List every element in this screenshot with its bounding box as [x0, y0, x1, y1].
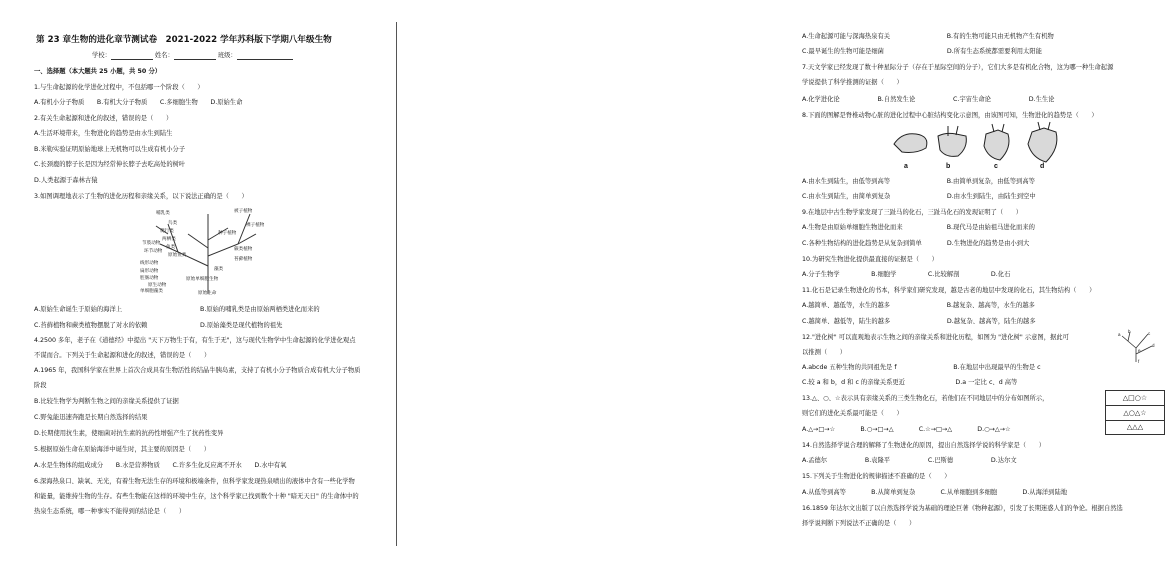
- question-line: 4.2500 多年，老子在《道德经》中提出 "天下万物生于有，有生于无"，这与现代生物学中生命起源的化学进化观点: [34, 337, 356, 344]
- tree-node-label: a: [1118, 332, 1121, 337]
- section-heading: 一、选择题（本大题共 25 小题，共 50 分）: [34, 68, 162, 75]
- heart-c: [984, 130, 1009, 160]
- tree-label: 爬行类: [160, 228, 174, 233]
- question-line: 2.有关生命起源和进化的叙述，错误的是（ ）: [34, 115, 173, 122]
- question-line: 5.根据原始生命在原始海洋中诞生时，其主要的原因是（ ）: [34, 446, 211, 453]
- heart-label: c: [994, 163, 998, 170]
- option-line: A.△→□→☆ B.○→□→△ C.☆→□→△ D.○→△→☆: [802, 426, 1011, 433]
- option-line: C.最早诞生的生物可能是细菌 D.所有生态系统都需要利用太阳能: [802, 48, 1042, 55]
- tree-label: 藻类: [214, 266, 224, 271]
- question-line: 择学说判断下列说法不正确的是（ ）: [802, 520, 916, 527]
- question-line: 11.化石是记录生物进化的书本，科学家们研究发现，越是古老的地层中发现的化石，其生物结构（ ）: [802, 287, 1096, 294]
- page-title: 第 23 章生物的进化章节测试卷 2021-2022 学年苏科版下学期八年级生物: [36, 35, 332, 45]
- option-line: B.比较生物学为判断生物之间的亲缘关系提供了证据: [34, 398, 179, 405]
- small-evolution-tree-figure: [1114, 330, 1158, 364]
- option-line: C.苔藓植物和蕨类植物摆脱了对水的依赖: [34, 322, 148, 329]
- tree-label: 哺乳类: [156, 210, 170, 215]
- tree-node-label: e: [1138, 348, 1141, 353]
- tree-label: 线形动物: [140, 260, 159, 265]
- tree-node-label: c: [1148, 331, 1151, 336]
- question-line: 12."进化树" 可以直观地表示生物之间的亲缘关系和进化历程，如图为 "进化树" 示意图，据此可: [802, 334, 1069, 341]
- question-line: 14.自然选择学说合理的解释了生物进化的原因，提出自然选择学说的科学家是（ ）: [802, 442, 1045, 449]
- question-line: B.米勒实验证明原始地球上无机物可以生成有机小分子: [34, 146, 186, 153]
- question-line: 10.为研究生物进化提供最直接的证据是（ ）: [802, 256, 938, 263]
- question-line: 8.下面的图解是脊椎动物心脏的进化过程中心脏结构变化示意图，由该图可知，生物进化的趋势是（ ）: [802, 112, 1098, 119]
- option-line: C.由水生到陆生，由简单到复杂 D.由水生到陆生，由陆生到空中: [802, 193, 1036, 200]
- tree-label: 原始单细胞生物: [186, 276, 219, 281]
- option-line: A.化学进化论 B.自然发生论 C.宇宙生命论 D.生生论: [802, 96, 1055, 103]
- left-column: [0, 0, 396, 562]
- option-line: C.越简单、越低等，陆生的越多 D.越复杂、越高等，陆生的越多: [802, 318, 1036, 325]
- option-line: 阶段: [34, 382, 47, 389]
- tree-label: 裸子植物: [246, 222, 265, 227]
- tree-label: 蕨类植物: [234, 246, 253, 251]
- tree-label: 腔肠动物: [140, 275, 159, 280]
- tree-node-label: d: [1152, 343, 1155, 348]
- question-line: 和能量，能维持生物的生存。有些生物能在这样的环境中生存，这个科学家已找到数个十种 "暗无天日" 的生命体中的: [34, 493, 359, 500]
- tree-label: 两栖类: [162, 236, 176, 241]
- option-line: A.孟德尔 B.袁隆平 C.巴斯德 D.达尔文: [802, 457, 1017, 464]
- stratum-row: △○△☆: [1106, 406, 1164, 421]
- tree-label: 原始鱼类: [168, 252, 187, 257]
- option-line: A.1965 年，我国科学家在世界上首次合成具有生物活性的结晶牛胰岛素，支持了有机小分子物质合成有机大分子物质: [34, 367, 361, 374]
- question-line: 3.如图调理地表示了生物的进化历程和亲缘关系，以下说法正确的是（ ）: [34, 193, 248, 200]
- question-line: 6.深海热泉口、缺氧、无光，有着生物无法生存的环境和极端条件，但科学家发现热泉喷出的液体中含有一些化学物: [34, 478, 355, 485]
- tree-node-label: f: [1138, 359, 1140, 364]
- option-line: A.abcde 五种生物的共同祖先是 f B.在地层中出现最早的生物是 c: [802, 364, 1041, 371]
- question-line: 学说提供了科学推测的证据（ ）: [802, 79, 903, 86]
- question-line: A.有机小分子物质 B.有机大分子物质 C.多细胞生物 D.原始生命: [34, 99, 243, 106]
- tree-label: 单细胞藻类: [140, 288, 163, 293]
- tree-label: 节肢动物: [142, 240, 161, 245]
- option-line: D.原始藻类是现代植物的祖先: [200, 322, 283, 329]
- option-line: A.水是生物体的组成成分 B.水是营养物质 C.许多生化反应离不开水 D.水中有氧: [34, 462, 287, 469]
- question-line: 15.下列关于生物进化的规律描述不准确的是（ ）: [802, 473, 951, 480]
- class-label: 班级：: [217, 52, 237, 59]
- tree-node-label: b: [1128, 329, 1131, 334]
- fossil-strata-figure: [1105, 390, 1165, 435]
- question-line: 热泉生态系统，哪一种事实不能得到的结论是（ ）: [34, 508, 186, 515]
- heart-label: d: [1040, 163, 1045, 170]
- option-line: A.原始生命诞生于原始的海洋上: [34, 306, 123, 313]
- tree-label: 原生动物: [148, 282, 167, 287]
- stratum-row: △□○☆: [1106, 391, 1164, 406]
- option-line: A.生物是由原始单细胞生物进化而来 B.现代马是由始祖马进化而来的: [802, 224, 1035, 231]
- question-line: 则它们的进化关系最可能是（ ）: [802, 410, 903, 417]
- heart-evolution-figure: [886, 122, 1066, 170]
- option-line: C.各种生物结构的进化趋势是从复杂到简单 D.生物进化的趋势是由小到大: [802, 240, 1030, 247]
- option-line: B.原始的哺乳类是由原始两栖类进化而来的: [200, 306, 320, 313]
- tree-label: 鱼类: [166, 244, 176, 249]
- question-line: 1.与生命起源的化学进化过程中，不包括哪一个阶段（ ）: [34, 84, 204, 91]
- tree-label: 原始生命: [198, 290, 217, 295]
- question-line: 不谋而合。下列关于生命起源和进化的叙述，错误的是（ ）: [34, 352, 211, 359]
- heart-label: a: [904, 163, 908, 170]
- tree-label: 鸟类: [168, 220, 178, 225]
- question-line: 7.天文学家已经发现了数十种星际分子（存在于星际空间的分子），它们大多是有机化合物，这为哪一种生命起源: [802, 64, 1114, 71]
- tree-label: 苔藓植物: [234, 256, 253, 261]
- heart-d: [1028, 128, 1057, 162]
- column-divider: [396, 22, 397, 546]
- question-line: A.生活环境带来，生物进化的趋势是由水生到陆生: [34, 130, 173, 137]
- option-line: C.野兔能迅速奔跑是长期自然选择的结果: [34, 414, 148, 421]
- question-line: C.长颈鹿的脖子长是因为经常伸长脖子去吃高处的树叶: [34, 161, 186, 168]
- name-label: 姓名：: [154, 52, 174, 59]
- option-line: A.越简单、越低等，水生的越多 B.越复杂、越高等，水生的越多: [802, 302, 1035, 309]
- tree-label: 环节动物: [144, 248, 163, 253]
- question-line: 13.△、○、☆表示具有亲缘关系的三类生物化石，若他们在不同地层中的分布如图所示，: [802, 395, 1049, 402]
- question-line: 9.在地层中古生物学家发现了三趾马的化石，三趾马化石的发现证明了（ ）: [802, 209, 1023, 216]
- tree-label: 种子植物: [218, 230, 237, 235]
- stratum-row: △△△: [1126, 423, 1144, 431]
- right-column: [398, 0, 1155, 562]
- tree-label: 扁形动物: [140, 268, 159, 273]
- option-line: A.从低等到高等 B.从简单到复杂 C.从单细胞到多细胞 D.从海洋到陆地: [802, 489, 1068, 496]
- question-line: 以推测（ ）: [802, 349, 847, 356]
- option-line: C.较 a 和 b，d 和 c 的亲缘关系更近 D.a 一定比 c、d 高等: [802, 379, 1018, 386]
- question-line: D.人类起源于森林古猿: [34, 177, 98, 184]
- heart-b: [938, 133, 966, 156]
- school-label: 学校：: [92, 52, 111, 59]
- evolution-tree-figure: [138, 204, 268, 296]
- option-line: A.由水生到陆生，由低等到高等 B.由简单到复杂，由低等到高等: [802, 178, 1035, 185]
- option-line: A.生命起源可能与深海热泉有关 B.有的生物可能只由无机物产生有机物: [802, 33, 1054, 40]
- option-line: A.分子生物学 B.细胞学 C.比较解剖 D.化石: [802, 271, 1011, 278]
- tree-label: 被子植物: [234, 208, 253, 213]
- heart-a: [894, 134, 927, 153]
- question-line: 16.1859 年达尔文出版了以自然选择学说为基础的理论巨著《物种起源》，引发了长期迷惑人们的争论。根据自然选: [802, 505, 1123, 512]
- heart-label: b: [946, 163, 951, 170]
- option-line: D.长期使用抗生素，使细菌对抗生素的抗药性增强产生了抗药性变异: [34, 430, 224, 437]
